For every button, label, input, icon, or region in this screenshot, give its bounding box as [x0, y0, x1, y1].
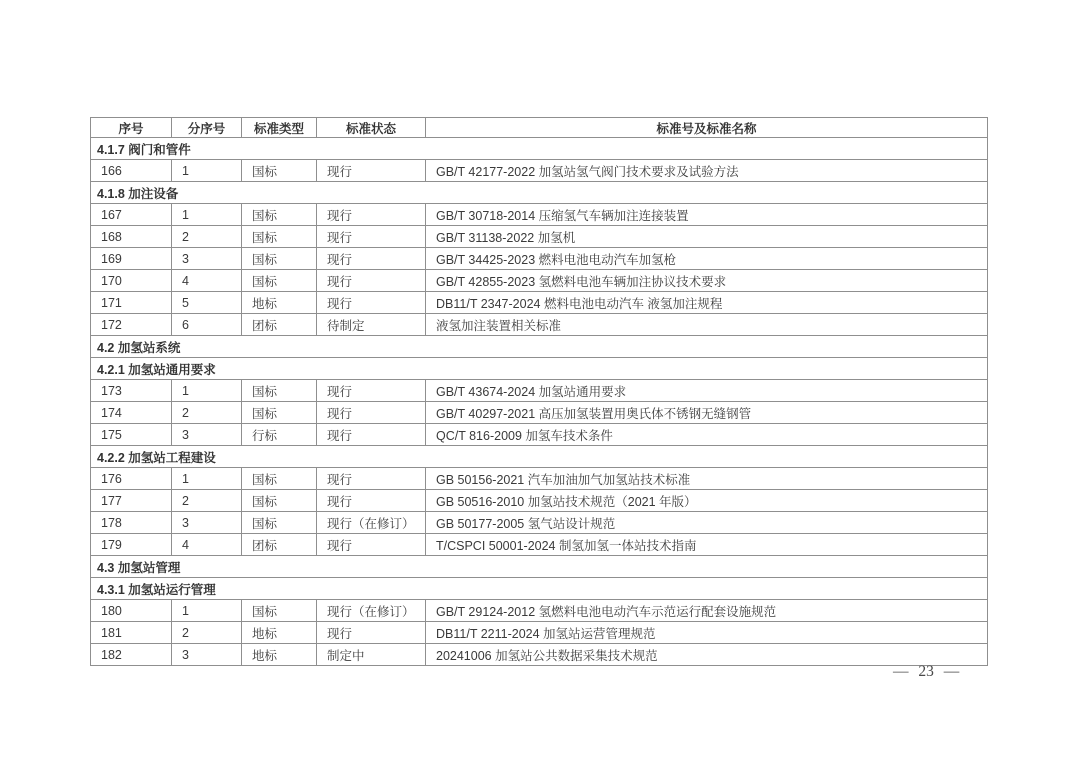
cell-no: 181 [91, 622, 172, 644]
cell-no: 180 [91, 600, 172, 622]
cell-std-type: 地标 [242, 644, 317, 666]
column-header-no: 序号 [91, 118, 172, 138]
cell-sub-no: 1 [172, 160, 242, 182]
column-header-std-name: 标准号及标准名称 [426, 118, 988, 138]
cell-no: 169 [91, 248, 172, 270]
cell-std-name: GB 50516-2010 加氢站技术规范（2021 年版） [426, 490, 988, 512]
table-row [91, 622, 988, 644]
cell-status: 现行 [317, 380, 426, 402]
cell-std-name: GB/T 42177-2022 加氢站氢气阀门技术要求及试验方法 [426, 160, 988, 182]
cell-no: 170 [91, 270, 172, 292]
cell-std-name: T/CSPCI 50001-2024 制氢加氢一体站技术指南 [426, 534, 988, 556]
section-label: 4.2.2 加氢站工程建设 [91, 446, 988, 468]
table-header-row [91, 118, 988, 138]
cell-std-type: 国标 [242, 160, 317, 182]
section-label: 4.3 加氢站管理 [91, 556, 988, 578]
cell-no: 172 [91, 314, 172, 336]
cell-no: 176 [91, 468, 172, 490]
cell-status: 现行 [317, 226, 426, 248]
cell-std-type: 国标 [242, 402, 317, 424]
cell-std-name: 20241006 加氢站公共数据采集技术规范 [426, 644, 988, 666]
cell-sub-no: 2 [172, 490, 242, 512]
table-row [91, 534, 988, 556]
cell-sub-no: 3 [172, 424, 242, 446]
section-row [91, 182, 988, 204]
cell-sub-no: 2 [172, 622, 242, 644]
column-header-status: 标准状态 [317, 118, 426, 138]
cell-std-type: 国标 [242, 270, 317, 292]
standards-table [90, 117, 988, 666]
cell-sub-no: 5 [172, 292, 242, 314]
section-row [91, 556, 988, 578]
cell-std-type: 国标 [242, 512, 317, 534]
section-row [91, 336, 988, 358]
cell-sub-no: 4 [172, 270, 242, 292]
table-row [91, 248, 988, 270]
cell-sub-no: 2 [172, 226, 242, 248]
cell-sub-no: 1 [172, 204, 242, 226]
cell-std-name: GB/T 29124-2012 氢燃料电池电动汽车示范运行配套设施规范 [426, 600, 988, 622]
cell-no: 178 [91, 512, 172, 534]
cell-std-type: 国标 [242, 380, 317, 402]
cell-no: 174 [91, 402, 172, 424]
section-row [91, 578, 988, 600]
section-label: 4.2.1 加氢站通用要求 [91, 358, 988, 380]
cell-std-type: 行标 [242, 424, 317, 446]
cell-no: 179 [91, 534, 172, 556]
cell-status: 制定中 [317, 644, 426, 666]
cell-status: 现行 [317, 490, 426, 512]
cell-std-name: DB11/T 2211-2024 加氢站运营管理规范 [426, 622, 988, 644]
cell-status: 现行 [317, 160, 426, 182]
cell-status: 现行 [317, 534, 426, 556]
table-row [91, 644, 988, 666]
section-label: 4.3.1 加氢站运行管理 [91, 578, 988, 600]
section-label: 4.1.7 阀门和管件 [91, 138, 988, 160]
section-label: 4.2 加氢站系统 [91, 336, 988, 358]
cell-status: 现行 [317, 292, 426, 314]
table-row [91, 512, 988, 534]
cell-no: 168 [91, 226, 172, 248]
cell-std-name: 液氢加注装置相关标准 [426, 314, 988, 336]
cell-std-type: 地标 [242, 622, 317, 644]
cell-no: 173 [91, 380, 172, 402]
cell-sub-no: 1 [172, 380, 242, 402]
cell-std-name: GB 50177-2005 氢气站设计规范 [426, 512, 988, 534]
cell-status: 现行 [317, 204, 426, 226]
table-row [91, 292, 988, 314]
cell-std-name: GB/T 31138-2022 加氢机 [426, 226, 988, 248]
cell-sub-no: 4 [172, 534, 242, 556]
table-row [91, 270, 988, 292]
table-row [91, 490, 988, 512]
table-row [91, 204, 988, 226]
cell-std-name: GB/T 42855-2023 氢燃料电池车辆加注协议技术要求 [426, 270, 988, 292]
cell-sub-no: 3 [172, 248, 242, 270]
cell-std-name: GB/T 30718-2014 压缩氢气车辆加注连接装置 [426, 204, 988, 226]
table-row [91, 468, 988, 490]
cell-no: 171 [91, 292, 172, 314]
cell-std-type: 国标 [242, 468, 317, 490]
cell-sub-no: 3 [172, 512, 242, 534]
cell-sub-no: 2 [172, 402, 242, 424]
cell-no: 166 [91, 160, 172, 182]
cell-std-type: 国标 [242, 490, 317, 512]
section-row [91, 358, 988, 380]
cell-sub-no: 6 [172, 314, 242, 336]
cell-std-name: GB 50156-2021 汽车加油加气加氢站技术标准 [426, 468, 988, 490]
cell-status: 现行 [317, 270, 426, 292]
table-row [91, 402, 988, 424]
section-row [91, 138, 988, 160]
section-label: 4.1.8 加注设备 [91, 182, 988, 204]
table-row [91, 226, 988, 248]
cell-no: 167 [91, 204, 172, 226]
column-header-sub-no: 分序号 [172, 118, 242, 138]
cell-no: 175 [91, 424, 172, 446]
cell-std-name: GB/T 34425-2023 燃料电池电动汽车加氢枪 [426, 248, 988, 270]
cell-sub-no: 1 [172, 468, 242, 490]
cell-std-type: 团标 [242, 534, 317, 556]
table-row [91, 424, 988, 446]
cell-std-type: 国标 [242, 204, 317, 226]
cell-status: 现行（在修订） [317, 600, 426, 622]
table-row [91, 160, 988, 182]
cell-std-name: GB/T 43674-2024 加氢站通用要求 [426, 380, 988, 402]
cell-status: 现行（在修订） [317, 512, 426, 534]
column-header-std-type: 标准类型 [242, 118, 317, 138]
cell-status: 现行 [317, 248, 426, 270]
cell-status: 现行 [317, 424, 426, 446]
table-row [91, 380, 988, 402]
cell-std-name: DB11/T 2347-2024 燃料电池电动汽车 液氢加注规程 [426, 292, 988, 314]
cell-std-name: QC/T 816-2009 加氢车技术条件 [426, 424, 988, 446]
cell-status: 待制定 [317, 314, 426, 336]
cell-std-type: 国标 [242, 226, 317, 248]
cell-status: 现行 [317, 468, 426, 490]
page-number: — 23 — [893, 663, 960, 680]
table-row [91, 314, 988, 336]
table-row [91, 600, 988, 622]
cell-std-type: 地标 [242, 292, 317, 314]
cell-no: 182 [91, 644, 172, 666]
cell-sub-no: 3 [172, 644, 242, 666]
cell-status: 现行 [317, 402, 426, 424]
cell-std-type: 国标 [242, 600, 317, 622]
cell-no: 177 [91, 490, 172, 512]
cell-status: 现行 [317, 622, 426, 644]
cell-std-type: 团标 [242, 314, 317, 336]
section-row [91, 446, 988, 468]
cell-std-type: 国标 [242, 248, 317, 270]
cell-std-name: GB/T 40297-2021 高压加氢装置用奥氏体不锈钢无缝钢管 [426, 402, 988, 424]
cell-sub-no: 1 [172, 600, 242, 622]
